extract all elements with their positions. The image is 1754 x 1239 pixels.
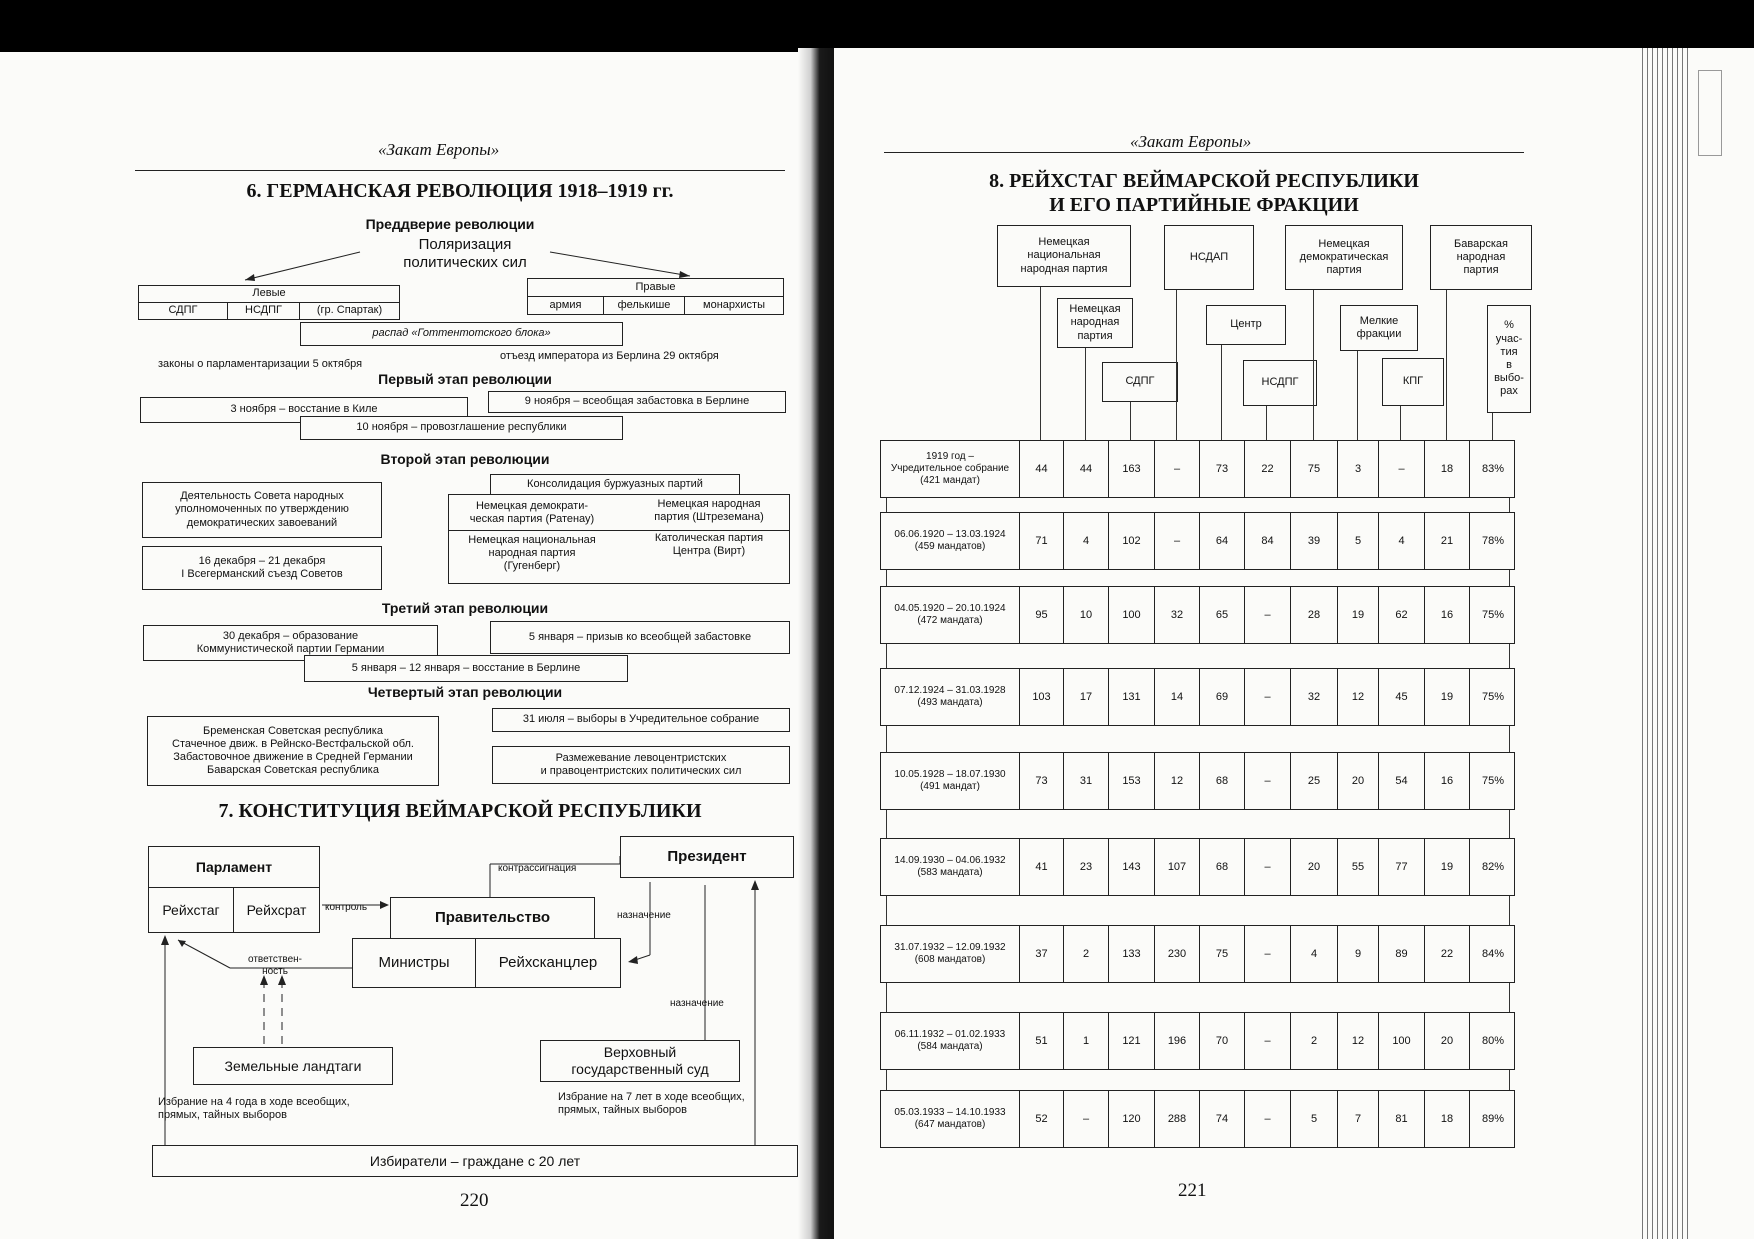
column-leader-line (1130, 402, 1131, 440)
table-cell: 73 (1019, 753, 1063, 809)
table-cell: 89 (1378, 926, 1424, 982)
table-cell: 77 (1378, 839, 1424, 895)
header-rule-right (884, 152, 1524, 153)
running-head-left: «Закат Европы» (378, 140, 500, 159)
table-cell: – (1244, 669, 1290, 725)
table-cell: 14 (1154, 669, 1199, 725)
table-cell: 64 (1199, 513, 1244, 569)
column-header-text: СДПГ (1125, 375, 1155, 388)
table-cell: 71 (1019, 513, 1063, 569)
table-cell: 153 (1108, 753, 1154, 809)
table-cell: 32 (1154, 587, 1199, 643)
table-cell: 52 (1019, 1091, 1063, 1147)
table-cell: 75% (1469, 669, 1516, 725)
table-cell: 55 (1337, 839, 1378, 895)
table-cell: 74 (1199, 1091, 1244, 1147)
table-cell: 65 (1199, 587, 1244, 643)
table-cell: 16 (1424, 753, 1469, 809)
appointment-label-1: назначение (617, 910, 671, 921)
table-cell: 4 (1290, 926, 1337, 982)
row-connector (1509, 810, 1510, 838)
table-cell: – (1063, 1091, 1108, 1147)
section8-title-2: И ЕГО ПАРТИЙНЫЕ ФРАКЦИИ (1049, 194, 1359, 216)
row-connector (886, 1070, 887, 1090)
table-row (880, 440, 1515, 498)
table-cell: 44 (1063, 441, 1108, 497)
column-leader-line (1446, 290, 1447, 440)
table-cell: 78% (1469, 513, 1516, 569)
column-leader-line (1221, 345, 1222, 440)
table-cell: 68 (1199, 839, 1244, 895)
row-period-label: 31.07.1932 – 12.09.1932 (608 мандатов) (894, 942, 1006, 965)
control-label: контроль (325, 902, 368, 913)
landtags-box: Земельные ландтаги (193, 1047, 393, 1085)
table-cell: 22 (1424, 926, 1469, 982)
row-connector (886, 810, 887, 838)
row-period-label: 1919 год – Учредительное собрание (421 мандат) (890, 451, 1010, 486)
table-cell: 133 (1108, 926, 1154, 982)
table-cell: 143 (1108, 839, 1154, 895)
table-cell: 17 (1063, 669, 1108, 725)
right-item-volkisch: фелькише (603, 296, 685, 315)
table-cell: 41 (1019, 839, 1063, 895)
table-cell: 5 (1290, 1091, 1337, 1147)
table-cell: 102 (1108, 513, 1154, 569)
table-cell: 37 (1019, 926, 1063, 982)
table-cell: 107 (1154, 839, 1199, 895)
table-cell: 32 (1290, 669, 1337, 725)
table-cell: 196 (1154, 1013, 1199, 1069)
row-connector (1509, 983, 1510, 1012)
column-header-text: Немецкая народная партия (1069, 303, 1121, 342)
table-cell: 4 (1063, 513, 1108, 569)
row-connector (1509, 498, 1510, 512)
table-cell: 80% (1469, 1013, 1516, 1069)
table-cell: 1 (1063, 1013, 1108, 1069)
president-box: Президент (620, 836, 794, 878)
row-connector (1509, 726, 1510, 752)
table-cell: 75% (1469, 753, 1516, 809)
table-cell: – (1378, 441, 1424, 497)
table-row (880, 752, 1515, 810)
table-cell: 81 (1378, 1091, 1424, 1147)
page-number-right: 221 (1178, 1180, 1207, 1201)
table-cell: – (1244, 587, 1290, 643)
column-header (1430, 225, 1532, 290)
table-row (880, 838, 1515, 896)
running-head-right: «Закат Европы» (1130, 132, 1252, 151)
column-header-text: Немецкая демократическая партия (1299, 237, 1389, 277)
table-cell: 20 (1290, 839, 1337, 895)
table-cell: 12 (1337, 1013, 1378, 1069)
row-period-label: 14.09.1930 – 04.06.1932 (583 мандата) (894, 855, 1006, 878)
section8-title-1: 8. РЕЙХСТАГ ВЕЙМАРСКОЙ РЕСПУБЛИКИ (989, 170, 1419, 192)
row-period-label: 04.05.1920 – 20.10.1924 (472 мандата) (894, 603, 1006, 626)
table-cell: 20 (1424, 1013, 1469, 1069)
right-item-army: армия (527, 296, 604, 315)
column-header (1164, 225, 1254, 290)
column-header-text: НСДПГ (1261, 376, 1299, 389)
parties-divider (448, 530, 790, 531)
column-leader-line (1492, 413, 1493, 440)
party-dvp: Немецкая народная партия (Штреземана) (654, 498, 764, 524)
section7-title: 7. КОНСТИТУЦИЯ ВЕЙМАРСКОЙ РЕСПУБЛИКИ (218, 800, 702, 822)
table-cell: 2 (1290, 1013, 1337, 1069)
table-cell: 69 (1199, 669, 1244, 725)
table-cell: 103 (1019, 669, 1063, 725)
stage1-republic: 10 ноября – провозглашение республики (300, 416, 623, 440)
stage2-congress: 16 декабря – 21 декабря I Всегерманский съезд Советов (142, 546, 382, 590)
stage1-kiel: 3 ноября – восстание в Киле (140, 397, 468, 423)
table-cell: 75% (1469, 587, 1516, 643)
table-cell: 23 (1063, 839, 1108, 895)
stage4-elections: 31 июля – выборы в Учредительное собрание (492, 708, 790, 732)
stage4-heading: Четвертый этап революции (367, 684, 563, 700)
reichstag-box: Рейхстаг (148, 887, 234, 933)
column-leader-line (1040, 287, 1041, 440)
right-group-label: Правые (527, 278, 784, 297)
column-header (1102, 362, 1178, 402)
supreme-court-box: Верховный государственный суд (540, 1040, 740, 1082)
ministers-box: Министры (352, 938, 476, 988)
row-connector (1509, 644, 1510, 668)
table-cell: 120 (1108, 1091, 1154, 1147)
table-cell: – (1244, 1091, 1290, 1147)
table-cell: 5 (1337, 513, 1378, 569)
table-cell: 95 (1019, 587, 1063, 643)
party-dnvp: Немецкая национальная народная партия (Гугенберг) (468, 534, 596, 573)
table-cell: 31 (1063, 753, 1108, 809)
stage2-council: Деятельность Совета народных уполномоченных по утверждению демократических завоеваний (142, 482, 382, 538)
column-header-text: Баварская народная партия (1454, 237, 1508, 277)
column-header-text: Немецкая национальная народная партия (1020, 236, 1108, 275)
row-period-label: 10.05.1928 – 18.07.1930 (491 мандат) (894, 769, 1006, 792)
table-cell: 163 (1108, 441, 1154, 497)
column-header-text: НСДАП (1189, 250, 1229, 263)
laws-text: законы о парламентаризации 5 октября (158, 358, 363, 370)
column-header-text: % учас- тия в выбо- рах (1494, 319, 1524, 398)
row-connector (1509, 896, 1510, 925)
table-cell: 19 (1424, 839, 1469, 895)
column-header-text: Центр (1230, 318, 1262, 331)
page-number-left: 220 (460, 1190, 489, 1211)
table-cell: 18 (1424, 441, 1469, 497)
table-cell: 75 (1290, 441, 1337, 497)
stage2-consolidation: Консолидация буржуазных партий (490, 474, 740, 495)
appointment-label-2: назначение (670, 998, 724, 1009)
table-cell: 83% (1469, 441, 1516, 497)
column-header (1057, 298, 1133, 348)
table-cell: 230 (1154, 926, 1199, 982)
collapse-box: распад «Готтентотского блока» (300, 322, 623, 346)
table-cell: – (1244, 926, 1290, 982)
left-item-nsdpg: НСДПГ (227, 302, 300, 320)
table-cell: 100 (1108, 587, 1154, 643)
stage3-uprising: 5 января – 12 января – восстание в Берлине (304, 655, 628, 682)
polarization: Поляризация политических сил (403, 236, 527, 271)
table-cell: 84% (1469, 926, 1516, 982)
column-header (997, 225, 1131, 287)
table-cell: 3 (1337, 441, 1378, 497)
table-cell: 4 (1378, 513, 1424, 569)
election-7-years: Избрание на 7 лет в ходе всеобщих, прямых, тайных выборов (558, 1091, 745, 1117)
table-cell: 84 (1244, 513, 1290, 569)
reichsrat-box: Рейхсрат (233, 887, 320, 933)
chancellor-box: Рейхсканцлер (475, 938, 621, 988)
row-connector (886, 896, 887, 925)
row-connector (886, 498, 887, 512)
table-cell: 2 (1063, 926, 1108, 982)
column-leader-line (1085, 348, 1086, 440)
column-header (1285, 225, 1403, 290)
table-cell: – (1154, 513, 1199, 569)
table-row (880, 925, 1515, 983)
column-header (1487, 305, 1531, 413)
table-cell: 10 (1063, 587, 1108, 643)
table-cell: – (1154, 441, 1199, 497)
column-header (1382, 358, 1444, 406)
table-cell: 25 (1290, 753, 1337, 809)
stage2-heading: Второй этап революции (380, 451, 550, 467)
table-cell: 39 (1290, 513, 1337, 569)
column-header-text: КПГ (1402, 375, 1424, 388)
row-period-label: 05.03.1933 – 14.10.1933 (647 мандатов) (894, 1107, 1006, 1130)
table-cell: 62 (1378, 587, 1424, 643)
parliament-box: Парламент (148, 846, 320, 888)
party-zentrum: Католическая партия Центра (Вирт) (654, 532, 764, 558)
column-leader-line (1313, 290, 1314, 440)
stage1-heading: Первый этап революции (378, 371, 552, 387)
row-period-label: 06.06.1920 – 13.03.1924 (459 мандатов) (894, 529, 1006, 552)
table-cell: 20 (1337, 753, 1378, 809)
column-leader-line (1400, 406, 1401, 440)
table-cell: 21 (1424, 513, 1469, 569)
row-period-label: 07.12.1924 – 31.03.1928 (493 мандата) (894, 685, 1006, 708)
table-cell: 70 (1199, 1013, 1244, 1069)
row-connector (886, 570, 887, 586)
column-header (1340, 305, 1418, 351)
table-cell: 28 (1290, 587, 1337, 643)
column-header (1206, 305, 1286, 345)
voters-box: Избиратели – граждане с 20 лет (152, 1145, 798, 1177)
table-cell: 22 (1244, 441, 1290, 497)
table-row (880, 586, 1515, 644)
table-cell: 19 (1337, 587, 1378, 643)
table-cell: 75 (1199, 926, 1244, 982)
row-connector (886, 983, 887, 1012)
row-connector (886, 726, 887, 752)
row-connector (1509, 1070, 1510, 1090)
table-cell: 68 (1199, 753, 1244, 809)
stage3-kpd: 30 декабря – образование Коммунистической партии Германии (143, 625, 438, 661)
row-connector (886, 644, 887, 668)
left-item-sdpg: СДПГ (138, 302, 228, 320)
right-item-monarchists: монархисты (684, 296, 784, 315)
table-cell: – (1244, 839, 1290, 895)
table-cell: 54 (1378, 753, 1424, 809)
column-leader-line (1357, 351, 1358, 440)
stage1-strike: 9 ноября – всеобщая забастовка в Берлине (488, 391, 786, 413)
column-leader-line (1266, 406, 1267, 440)
table-cell: 12 (1154, 753, 1199, 809)
table-cell: 51 (1019, 1013, 1063, 1069)
emperor-text: отъезд императора из Берлина 29 октября (500, 350, 719, 362)
party-ddp: Немецкая демократи- ческая партия (Ратенау) (469, 500, 595, 526)
left-group-label: Левые (138, 285, 400, 303)
government-box: Правительство (390, 897, 595, 939)
table-row (880, 1090, 1515, 1148)
table-cell: 131 (1108, 669, 1154, 725)
table-cell: 7 (1337, 1091, 1378, 1147)
table-cell: 9 (1337, 926, 1378, 982)
table-cell: 100 (1378, 1013, 1424, 1069)
stage4-soviets: Бременская Советская республика Стачечное движ. в Рейнско-Вестфальской обл. Забастовочное движение в Средней Германии Баварская Советская республика (147, 716, 439, 786)
column-header-text: Мелкие фракции (1356, 314, 1402, 340)
table-cell: – (1244, 1013, 1290, 1069)
table-cell: 19 (1424, 669, 1469, 725)
stage3-heading: Третий этап революции (381, 600, 549, 616)
table-cell: 12 (1337, 669, 1378, 725)
table-cell: 121 (1108, 1013, 1154, 1069)
table-cell: 288 (1154, 1091, 1199, 1147)
table-cell: 16 (1424, 587, 1469, 643)
table-cell: 45 (1378, 669, 1424, 725)
row-connector (1509, 570, 1510, 586)
table-cell: 82% (1469, 839, 1516, 895)
table-cell: 89% (1469, 1091, 1516, 1147)
responsibility-label: ответствен- ность (248, 954, 303, 977)
table-cell: 44 (1019, 441, 1063, 497)
countersign-label: контрассигнация (498, 863, 577, 874)
table-row (880, 512, 1515, 570)
left-item-spartak: (гр. Спартак) (299, 302, 400, 320)
row-period-label: 06.11.1932 – 01.02.1933 (584 мандата) (894, 1029, 1006, 1052)
table-cell: – (1244, 753, 1290, 809)
stage3-strike-call: 5 января – призыв ко всеобщей забастовке (490, 621, 790, 654)
table-cell: 18 (1424, 1091, 1469, 1147)
section6-title: 6. ГЕРМАНСКАЯ РЕВОЛЮЦИЯ 1918–1919 гг. (246, 180, 674, 202)
table-row (880, 1012, 1515, 1070)
election-4-years: Избрание на 4 года в ходе всеобщих, прямых, тайных выборов (158, 1096, 350, 1122)
table-row (880, 668, 1515, 726)
pre-heading: Преддверие революции (365, 216, 535, 232)
column-leader-line (1176, 290, 1177, 440)
stage4-split: Размежевание левоцентристских и правоцентристских политических сил (492, 746, 790, 784)
column-header (1243, 360, 1317, 406)
table-cell: 73 (1199, 441, 1244, 497)
